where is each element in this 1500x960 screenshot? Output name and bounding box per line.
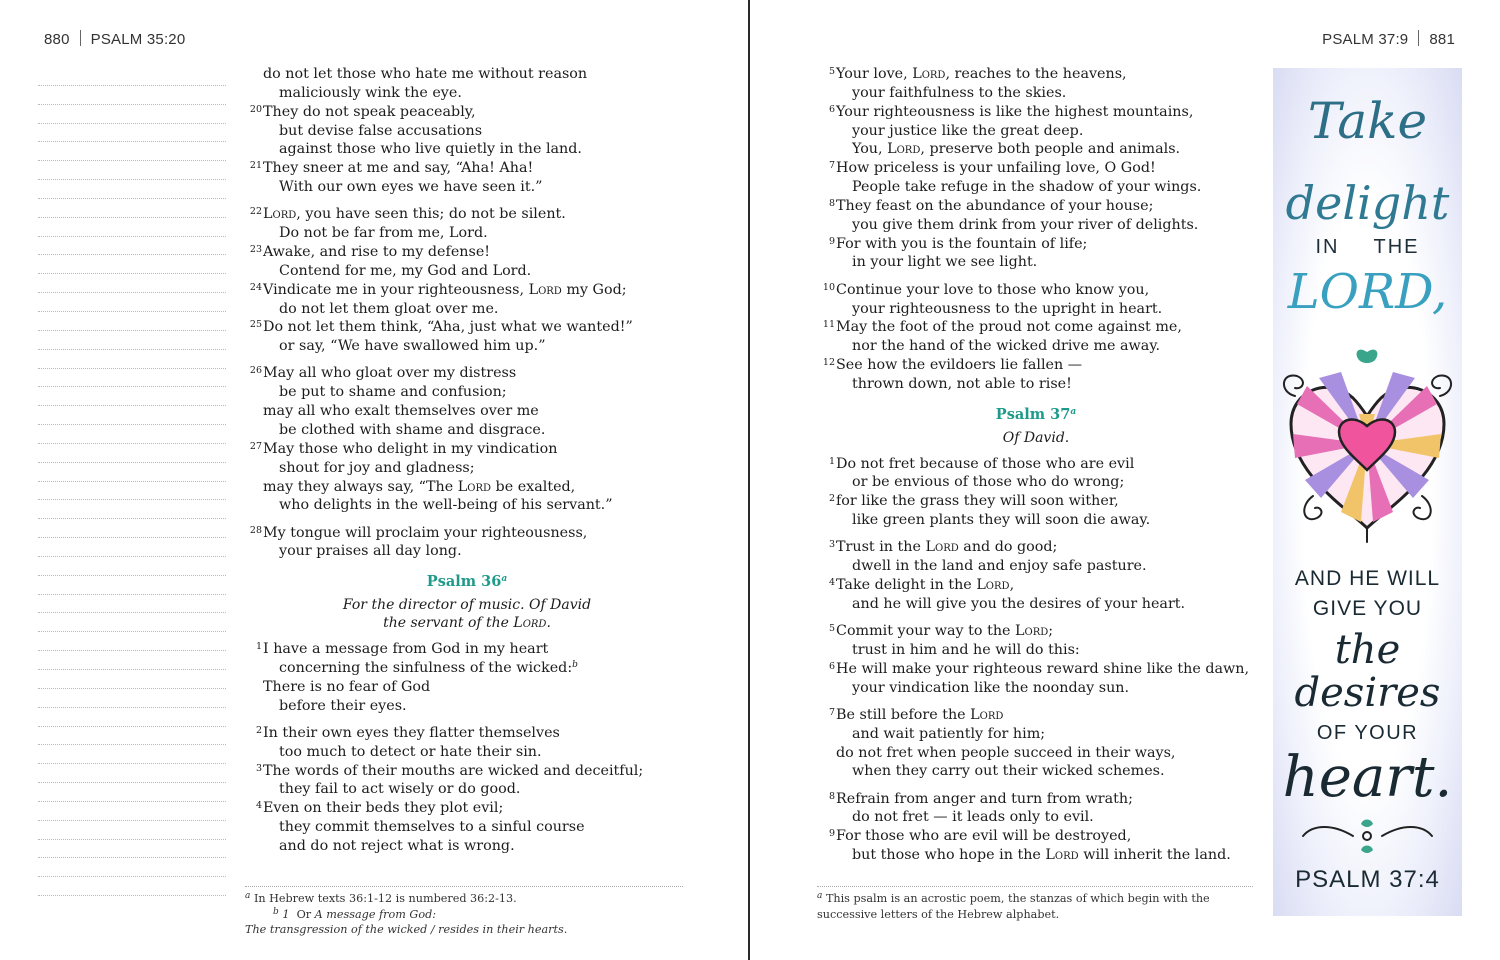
verse-text: My tongue will proclaim your righteousness, [263,524,588,541]
journaling-line[interactable] [38,425,226,444]
verse-line: 9For with you is the fountain of life; [828,235,1088,252]
lord-small-caps: Lord [912,66,946,82]
stanza [820,281,1252,394]
footnote-a-text: In Hebrew texts 36:1-12 is numbered 36:2-13. [253,892,517,905]
psalm36-continuation [820,65,1252,394]
verse-continuation-line [820,300,1252,319]
verse-continuation-line [820,679,1252,698]
verse-line: 2In their own eyes they flatter themselves [255,724,560,741]
verse-text: like green plants they will soon die away. [852,512,1151,529]
verse-continuation-line [247,402,687,421]
art-line-the: the [1334,627,1401,673]
verse-text: you give them drink from your river of delights. [852,216,1199,233]
lord-small-caps: Lord [887,141,921,158]
verse-text: How priceless is your unfailing love, O God! [836,160,1156,177]
journaling-line[interactable] [38,463,226,482]
stanza [820,622,1252,697]
verse-text: The words of their mouths are wicked and deceitful; [263,762,644,779]
verse-line: 11May the foot of the proud not come against me, [822,319,1182,336]
verse-text: be put to shame and confusion; [279,384,507,401]
verse-text: may they always say, “The [263,478,458,495]
leaf-top [1357,350,1378,363]
verse-text: against those who live quietly in the land. [279,141,582,158]
verse-continuation-line [247,65,687,84]
verse-continuation-line [247,818,687,837]
journaling-line[interactable] [38,858,226,877]
verse-line: 7Be still before the Lord [828,706,1004,723]
verse-continuation-line [820,595,1252,614]
verse-text: nor the hand of the wicked drive me away. [852,338,1161,355]
verse-continuation-line [820,216,1252,235]
verse-line: 12See how the evildoers lie fallen — [822,357,1083,374]
verse-text: my God; [561,281,627,298]
verse-text: I have a message from God in my heart [263,641,549,658]
verse-text: maliciously wink the eye. [279,84,462,101]
verse-line: 8They feast on the abundance of your house; [828,197,1154,214]
stanza [247,65,687,197]
verse-continuation-line [247,678,687,697]
verse-line: 21They sneer at me and say, “Aha! Aha! [249,160,534,177]
verse-text: but devise false accusations [279,122,483,139]
verse-continuation-line [247,383,687,402]
verse-text: shout for joy and gladness; [279,459,475,476]
verse-text: may all who exalt themselves over me [263,403,539,420]
left-page-number: 880 [44,31,70,48]
footnote-b-mark: b [273,906,279,917]
superscription-text: the servant of the [383,615,514,632]
verse-text: do not let them gloat over me. [279,300,499,317]
art-line-lord: LORD, [1287,264,1448,320]
verse-text: your justice like the great deep. [852,122,1084,139]
art-word-the: THE [1373,236,1420,258]
verse-continuation-line [820,122,1252,141]
journaling-line[interactable] [38,783,226,802]
journaling-line[interactable] [38,557,226,576]
psalm36-heading [247,573,687,592]
stanza [820,538,1252,613]
psalm37-verses [820,455,1252,865]
verse-text: when they carry out their wicked schemes. [852,763,1165,780]
verse-continuation-line [247,697,687,716]
art-reference: PSALM 37:4 [1295,866,1440,893]
verse-text: , preserve both people and animals. [920,141,1181,158]
art-line-in-the [1273,236,1462,259]
stanza [820,65,1252,272]
verse-continuation-line [247,478,687,497]
footnote-a [245,891,517,907]
footnote-right-text-1: This psalm is an acrostic poem, the stanzas of which begin with the [825,892,1210,905]
footnote-b-ref: 1 [282,907,290,921]
verse-line: 28My tongue will proclaim your righteousness, [249,524,588,541]
psalm37-title: Psalm 37 [995,405,1071,423]
journaling-line[interactable] [38,821,226,840]
journaling-lines [38,67,226,896]
journaling-line[interactable] [38,802,226,821]
art-line-and-he-will [1273,564,1462,624]
verse-text: Your righteousness is like the highest mountains, [836,103,1194,120]
verse-line: 22Lord, you have seen this; do not be silent. [249,206,566,223]
stanza [247,205,687,356]
verse-text: Do not let them think, “Aha, just what we wanted!” [263,319,633,336]
verse-continuation-line [247,122,687,141]
superscription-period: . [546,615,551,632]
psalm37-heading [820,406,1252,425]
verse-continuation-line [247,262,687,281]
right-running-head-ref: PSALM 37:9 [1322,31,1409,48]
verse-text: and wait patiently for him; [852,725,1046,742]
journaling-line[interactable] [38,67,226,86]
journaling-line[interactable] [38,331,226,350]
verse-line: 1Do not fret because of those who are evil [828,455,1135,472]
left-text-column [247,65,687,864]
journaling-line[interactable] [38,274,226,293]
journaling-line[interactable] [38,595,226,614]
verse-continuation-line [820,178,1252,197]
right-page-number: 881 [1429,31,1455,48]
journaling-line[interactable] [38,689,226,708]
verse-text: and do not reject what is wrong. [279,837,515,854]
art-line-of-your: OF YOUR [1316,722,1419,744]
verse-continuation-line [247,837,687,856]
verse-continuation-line [820,473,1252,492]
verse-continuation-line [820,84,1252,103]
verse-text: Commit your way to the [836,623,1016,640]
journaling-line[interactable] [38,369,226,388]
verse-text: For those who are evil will be destroyed, [836,828,1132,845]
stanza [820,790,1252,865]
verse-continuation-line [820,846,1252,865]
journaling-line[interactable] [38,86,226,105]
verse-text: will inherit the land. [1078,847,1231,864]
journaling-line[interactable] [38,293,226,312]
journaling-line[interactable] [38,255,226,274]
heart-illustration-icon [1273,346,1462,546]
verse-text: Vindicate me in your righteousness, [263,281,529,298]
verse-line: 6Your righteousness is like the highest mountains, [828,103,1194,120]
art-line-desires: desires [1294,670,1441,716]
art-and-he-will: AND HE WILL [1294,567,1441,590]
journaling-line[interactable] [38,237,226,256]
psalm36-verses [247,640,687,856]
verse-continuation-line [247,421,687,440]
verse-text: be exalted, [491,478,576,495]
footnote-a-mark: a [817,891,823,901]
verse-continuation-line [820,375,1252,394]
running-head-divider [1418,30,1419,46]
verse-text: Refrain from anger and turn from wrath; [836,790,1133,807]
verse-text: May all who gloat over my distress [263,365,517,382]
verse-text: They do not speak peaceably, [263,103,476,120]
verse-text: They sneer at me and say, “Aha! Aha! [263,160,534,177]
verse-text: do not fret when people succeed in their ways, [836,744,1176,761]
psalm36-footnote-marker[interactable]: a [501,574,508,585]
verse-text: He will make your righteous reward shine like the dawn, [836,660,1250,677]
journaling-line[interactable] [38,350,226,369]
verse-continuation-line [820,641,1252,660]
journaling-line[interactable] [38,670,226,689]
verse-continuation-line [247,542,687,561]
verse-continuation-line [247,780,687,799]
verse-text: they fail to act wisely or do good. [279,781,521,798]
footnote-b [273,907,436,923]
verse-line: 10Continue your love to those who know you, [822,281,1150,298]
verse-continuation-line [820,253,1252,272]
verse-text: You, [852,141,888,158]
verse-line: 20They do not speak peaceably, [249,103,476,120]
journaling-line[interactable] [38,745,226,764]
verse-text: People take refuge in the shadow of your wings. [852,179,1202,196]
journaling-line[interactable] [38,727,226,746]
swirl-left-bottom [1304,496,1321,519]
verse-continuation-line [820,744,1252,763]
journaling-line[interactable] [38,142,226,161]
psalm35-continuation [247,65,687,561]
psalm37-superscription: Of David. [1002,429,1070,446]
lord-small-caps: Lord [1045,847,1079,864]
left-running-head [44,30,185,48]
verse-line: 4Even on their beds they plot evil; [255,800,504,817]
right-running-head [1322,30,1455,48]
journaling-line[interactable] [38,406,226,425]
footnote-line-2 [245,922,683,938]
verse-line: 3Trust in the Lord and do good; [828,539,1058,556]
verse-text: Contend for me, my God and Lord. [279,262,532,279]
verse-text: Do not be far from me, Lord. [279,225,488,242]
right-text-column [820,65,1252,873]
verse-text: With our own eyes we have seen it.” [279,179,543,196]
verse-text: There is no fear of God [263,678,431,695]
lord-small-caps: Lord [263,206,297,223]
psalm37-footnote-marker[interactable]: a [1070,406,1077,417]
verse-continuation-line [247,84,687,103]
verse-continuation-line [247,659,687,678]
journaling-line[interactable] [38,482,226,501]
verse-text: your righteousness to the upright in heart. [852,300,1163,317]
verse-text: or say, “We have swallowed him up.” [279,338,546,355]
art-word-in: IN [1315,236,1340,258]
verse-line: 6He will make your righteous reward shine like the dawn, [828,660,1250,677]
art-line-heart: heart. [1282,745,1453,810]
verse-line: 24Vindicate me in your righteousness, Lord my God; [249,281,627,298]
verse-continuation-line [247,337,687,356]
verse-text: , reaches to the heavens, [945,66,1127,82]
verse-continuation-line [820,337,1252,356]
psalm36-title: Psalm 36 [426,573,502,591]
journaling-line[interactable] [38,632,226,651]
journaling-line[interactable] [38,105,226,124]
journaling-line[interactable] [38,161,226,180]
verse-text: or be envious of those who do wrong; [852,474,1125,491]
journaling-line[interactable] [38,199,226,218]
verse-text: Take delight in the [836,577,977,594]
verse-text: for like the grass they will soon wither, [836,493,1119,510]
footnote-b-or: Or [296,907,315,921]
verse-text: , [1009,577,1015,594]
lord-small-caps: Lord [457,478,491,495]
verse-continuation-line [247,224,687,243]
verse-text: For with you is the fountain of life; [836,235,1088,252]
journaling-line[interactable] [38,500,226,519]
stanza [247,524,687,562]
verse-text: be clothed with shame and disgrace. [279,421,546,438]
verse-text: trust in him and he will do this: [852,641,1080,658]
verse-continuation-line [820,725,1252,744]
footnote-marker[interactable]: b [572,659,578,670]
verse-text: In their own eyes they flatter themselves [263,724,560,741]
verse-text: , you have seen this; do not be silent. [296,206,566,223]
journaling-line[interactable] [38,218,226,237]
journaling-line[interactable] [38,576,226,595]
stanza [247,640,687,715]
journaling-line[interactable] [38,124,226,143]
left-footnotes [245,886,683,938]
verse-continuation-line [247,178,687,197]
verse-text: Your love, [836,66,913,82]
swirl-right-bottom [1414,496,1431,519]
art-give-you: GIVE YOU [1312,597,1423,620]
journaling-line[interactable] [38,651,226,670]
lord-small-caps: Lord [513,615,547,632]
verse-continuation-line [820,140,1252,159]
stanza [247,364,687,515]
verse-text: concerning the sinfulness of the wicked: [279,659,573,676]
lord-small-caps: Lord [976,577,1010,594]
footnote-line-1 [245,891,683,922]
verse-text: your vindication like the noonday sun. [852,679,1130,696]
lord-small-caps: Lord [528,281,562,298]
stanza [820,706,1252,781]
verse-line: 5Commit your way to the Lord; [828,623,1054,640]
psalm36-superscription-line1: For the director of music. Of David [342,597,592,614]
left-running-head-ref: PSALM 35:20 [90,31,186,48]
journaling-line[interactable] [38,538,226,557]
lord-small-caps: Lord [1015,623,1049,640]
right-footnotes [817,886,1253,922]
verse-text: Be still before the [836,706,971,723]
art-line-take: Take [1307,92,1428,150]
verse-text: and do good; [958,539,1058,556]
verse-text: May those who delight in my vindication [263,440,558,457]
verse-text: but those who hope in the [852,847,1046,864]
verse-text: Awake, and rise to my defense! [263,243,491,260]
journaling-line[interactable] [38,444,226,463]
verse-line: 26May all who gloat over my distress [249,365,517,382]
swirl-right-top [1432,375,1451,396]
verse-text: they commit themselves to a sinful course [279,819,585,836]
footnote-right-line-1 [817,891,1253,907]
verse-continuation-line [820,762,1252,781]
verse-text: thrown down, not able to rise! [852,375,1072,392]
verse-text: dwell in the land and enjoy safe pasture. [852,558,1147,575]
verse-text: They feast on the abundance of your house; [836,197,1154,214]
verse-continuation-line [247,300,687,319]
verse-text: Do not fret because of those who are evil [836,455,1135,472]
verse-line: 5Your love, Lord, reaches to the heavens, [828,66,1127,82]
verse-text: do not fret — it leads only to evil. [852,809,1094,826]
footnote-b-italic: A message from God: [314,907,437,921]
verse-text: too much to detect or hate their sin. [279,743,542,760]
verse-text: May the foot of the proud not come against me, [836,319,1182,336]
verse-text: Trust in the [836,539,926,556]
journaling-line[interactable] [38,613,226,632]
verse-continuation-line [247,459,687,478]
verse-text: See how the evildoers lie fallen — [836,357,1083,374]
verse-text: do not let those who hate me without reason [263,66,588,82]
verse-text: who delights in the well-being of his servant.” [279,497,613,514]
flourish-icon [1273,816,1462,856]
verse-continuation-line [820,808,1252,827]
verse-continuation-line [820,557,1252,576]
verse-text: before their eyes. [279,697,407,714]
verse-line: 27May those who delight in my vindication [249,440,558,457]
journaling-line[interactable] [38,877,226,896]
verse-line: 7How priceless is your unfailing love, O God! [828,160,1156,177]
verse-line: 23Awake, and rise to my defense! [249,243,491,260]
stanza [247,724,687,856]
journaling-line[interactable] [38,180,226,199]
psalm36-superscription [247,596,687,632]
verse-text: Even on their beds they plot evil; [263,800,504,817]
journaling-line[interactable] [38,708,226,727]
verse-continuation-line [247,496,687,515]
lord-small-caps: Lord [925,539,959,556]
journaling-line[interactable] [38,840,226,859]
verse-line: 1I have a message from God in my heart [255,641,549,658]
swirl-left-top [1284,375,1303,396]
verse-line: 4Take delight in the Lord, [828,577,1015,594]
verse-text: and he will give you the desires of your heart. [852,595,1186,612]
verse-line: 3The words of their mouths are wicked and deceitful; [255,762,644,779]
lord-small-caps: Lord [970,706,1004,723]
verse-continuation-line [247,743,687,762]
footnote-right-text-2: successive letters of the Hebrew alphabet. [817,907,1060,921]
footnote-b-line2: The transgression of the wicked / resides in their hearts. [245,923,568,936]
verse-line: 25Do not let them think, “Aha, just what we wanted!” [249,319,633,336]
verse-line: 9For those who are evil will be destroyed, [828,828,1132,845]
verse-text: Continue your love to those who know you, [836,281,1150,298]
journaling-line[interactable] [38,312,226,331]
verse-text: in your light we see light. [852,254,1038,271]
verse-line: 2for like the grass they will soon wither, [828,493,1119,510]
verse-continuation-line [247,140,687,159]
running-head-divider [80,30,81,46]
verse-text: your faithfulness to the skies. [852,84,1067,101]
art-line-delight: delight [1285,176,1450,230]
footnote-a-mark: a [245,891,251,901]
verse-text: ; [1048,623,1054,640]
journaling-line[interactable] [38,387,226,406]
journaling-line[interactable] [38,519,226,538]
journaling-line[interactable] [38,764,226,783]
verse-text: your praises all day long. [279,543,462,560]
psalm36-superscription-line2 [247,614,687,632]
verse-continuation-line [820,511,1252,530]
verse-art-panel [1273,68,1462,916]
verse-line: 8Refrain from anger and turn from wrath; [828,790,1133,807]
stanza [820,455,1252,530]
